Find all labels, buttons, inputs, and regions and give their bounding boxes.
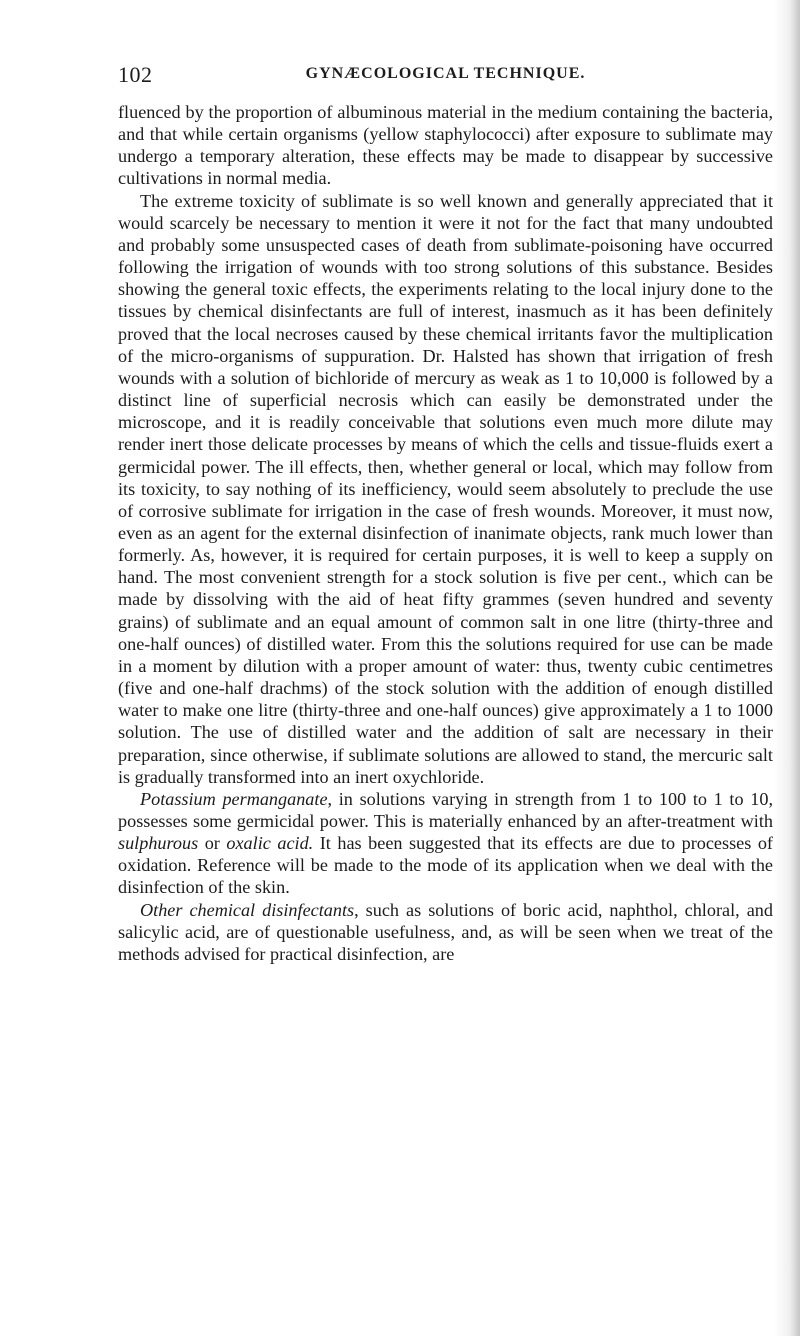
page-header — [118, 62, 773, 92]
text-segment: , in solutions varying in strength from 1 to 100 to 1 to 10, possesses some germicidal power. This is materially enhanced by an after-treatment with — [118, 788, 773, 831]
paragraph-sublimate-toxicity: The extreme toxicity of sublimate is so well known and generally appreciated that it would scarcely be necessary to mention it were it not for the fact that many undoubted and probably some unsuspected cases of death from sublimate-poisoning have occurred following the irrigation of wounds with too strong solutions of this substance. Besides showing the general toxic effects, the experiments relating to the local injury done to the tissues by chemical disinfectants are full of interest, inasmuch as it has been definitely proved that the local necroses caused by these chemical irritants favor the multiplication of the micro-organisms of suppuration. Dr. Halsted has shown that irrigation of fresh wounds with a solution of bichloride of mercury as weak as 1 to 10,000 is followed by a distinct line of superficial necrosis which can easily be demonstrated under the microscope, and it is readily conceivable that solutions even much more dilute may render inert those delicate processes by means of which the cells and tissue-fluids exert a germicidal power. The ill effects, then, whether general or local, which may follow from its toxicity, to say nothing of its inefficiency, would seem absolutely to preclude the use of corrosive sublimate for irrigation in the case of fresh wounds. Moreover, it must now, even as an agent for the external disinfection of inanimate objects, rank much lower than formerly. As, however, it is required for certain purposes, it is well to keep a supply on hand. The most convenient strength for a stock solution is five per cent., which can be made by dissolving with the aid of heat fifty grammes (seven hundred and seventy grains) of sublimate and an equal amount of common salt in one litre (thirty-three and one-half ounces) of distilled water. From this the solutions required for use can be made in a moment by dilution with a proper amount of water: thus, twenty cubic centimetres (five and one-half drachms) of the stock solution with the addition of enough distilled water to make one litre (thirty-three and one-half ounces) give approximately a 1 to 1000 solution. The use of distilled water and the addition of salt are necessary in their preparation, since otherwise, if sublimate solutions are allowed to stand, the mercuric salt is gradually transformed into an inert oxychloride. — [118, 190, 773, 787]
text-segment: , such as solutions of boric acid, naphthol, chloral, and salicylic acid, are of questionable usefulness, and, as will be seen when we treat of the methods advised for practical disinfection, are — [118, 899, 773, 964]
term-sulphurous: sulphurous — [118, 833, 199, 854]
paragraph-other-disinfectants — [118, 899, 773, 965]
page-edge-shadow — [774, 0, 800, 1336]
paragraph-continuation: fluenced by the proportion of albuminous material in the medium containing the bacteria, and that while certain organisms (yellow staphylococci) after exposure to sublimate may undergo a temporary alteration, these effects may be made to disappear by successive cultivations in normal media. — [118, 102, 773, 189]
term-other-chemical-disinfectants: Other chemical disinfectants — [140, 899, 355, 920]
text-segment: or — [198, 833, 227, 854]
term-potassium-permanganate: Potassium permanganate — [140, 788, 328, 809]
term-oxalic-acid: oxalic acid. — [226, 833, 314, 854]
text-segment: It has been suggested that its effects are due to processes of oxidation. Reference will be made to the mode of its application when we deal with the disinfection of the skin. — [118, 833, 773, 898]
running-head: GYNÆCOLOGICAL TECHNIQUE. — [305, 65, 586, 82]
body-text — [118, 101, 773, 965]
page-number: 102 — [118, 62, 153, 87]
paragraph-potassium-permanganate — [118, 788, 773, 899]
